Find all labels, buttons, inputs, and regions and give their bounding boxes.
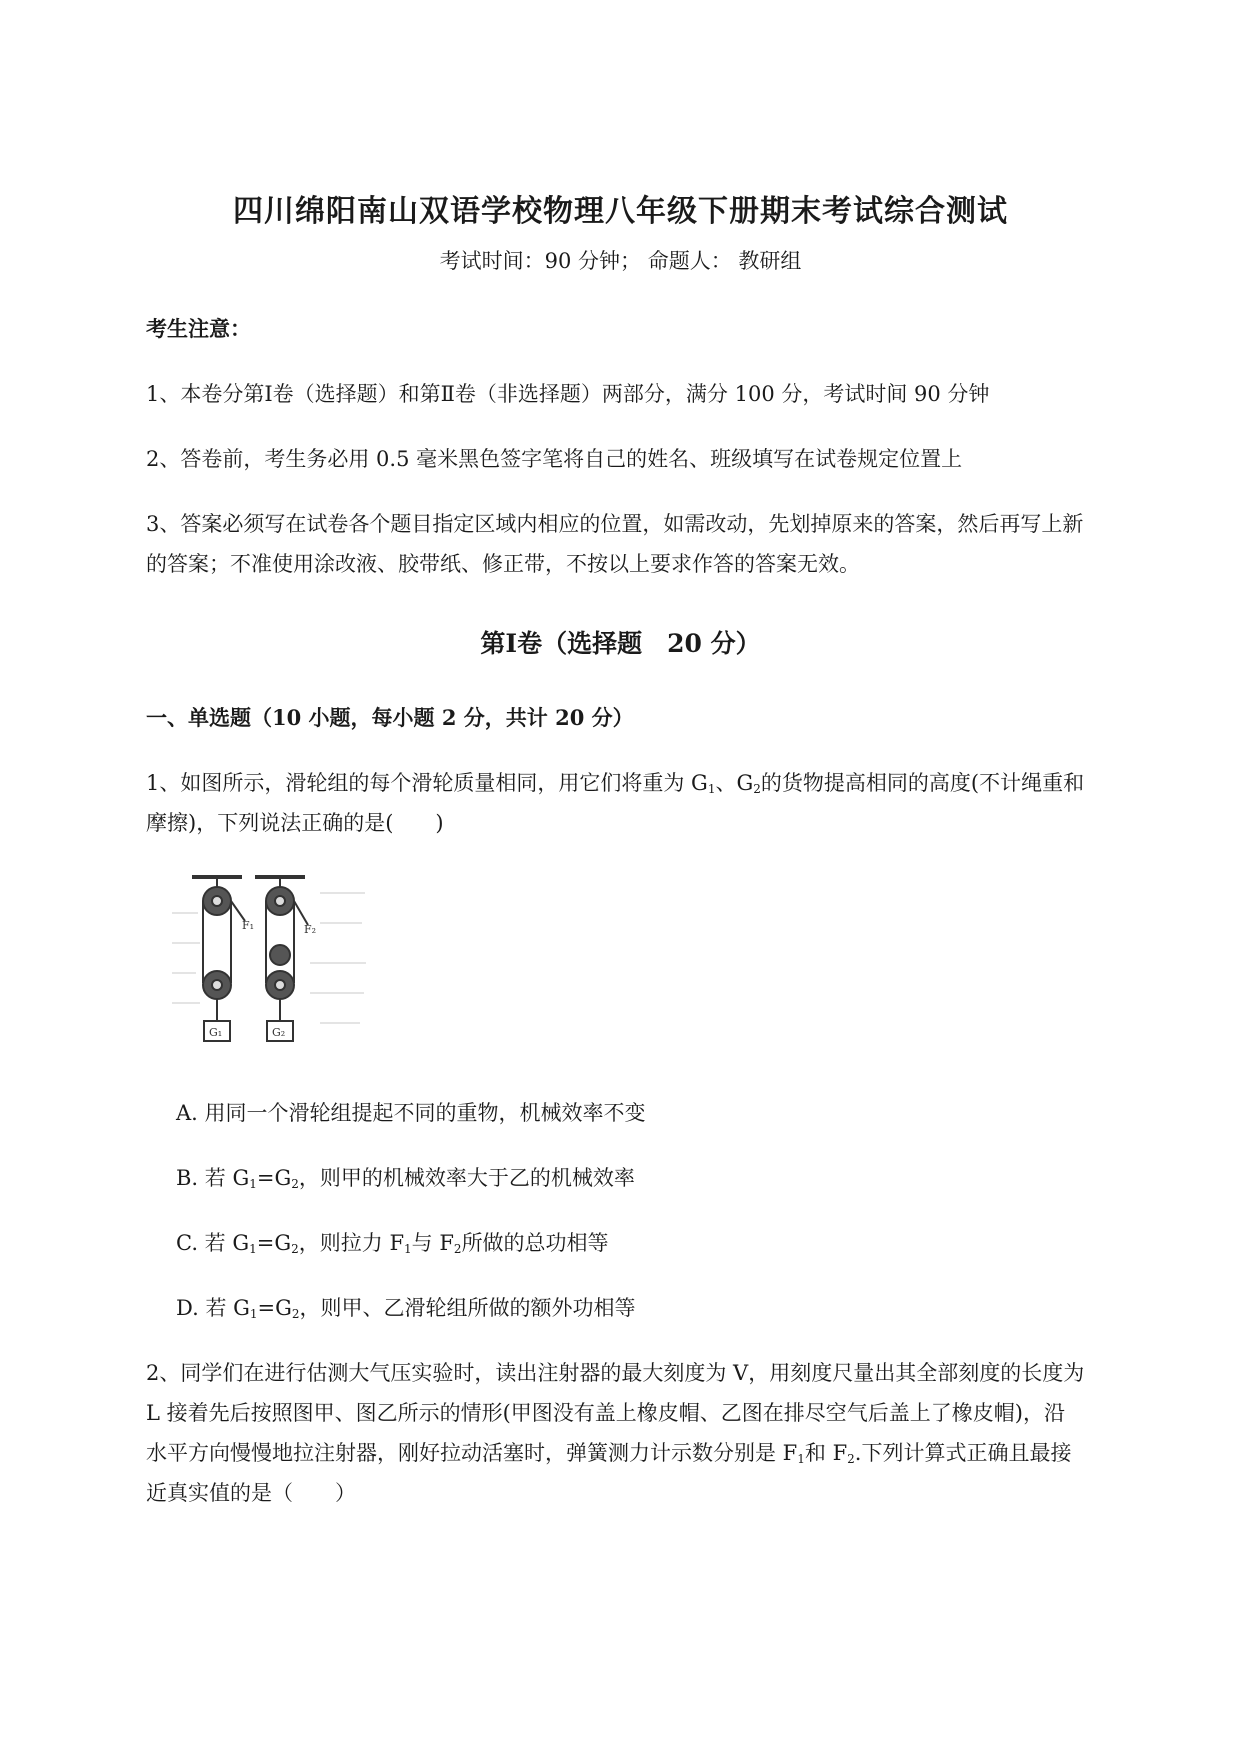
question-1-stem: 1、如图所示，滑轮组的每个滑轮质量相同，用它们将重为 $G_1$、$G_2$的货物提高相同的高度(不计绳重和 [146,771,1085,796]
exam-subtitle: 考试时间：90 分钟； 命题人： 教研组 [439,249,802,273]
figure-label-F1: F₁ [242,919,255,932]
question-1-option-c: C. 若 $G_1=G_2$，则拉力 $F_1$与 $F_2$所做的总功相等 [176,1231,609,1256]
notice-item-2: 2、答卷前，考生务必用 0.5 毫米黑色签字笔将自己的姓名、班级填写在试卷规定位置上 [146,447,963,471]
question-2-line-1: 2、同学们在进行估测大气压实验时，读出注射器的最大刻度为 V，用刻度尺量出其全部刻度的长度为 [146,1361,1085,1385]
figure-label-G2: G₂ [272,1026,286,1039]
notice-item-1: 1、本卷分第Ⅰ卷（选择题）和第Ⅱ卷（非选择题）两部分，满分 100 分，考试时间 90 分钟 [146,382,990,406]
notice-item-3-cont: 的答案；不准使用涂改液、胶带纸、修正带，不按以上要求作答的答案无效。 [146,552,860,576]
part-heading: 一、单选题（10 小题，每小题 2 分，共计 20 分） [146,705,634,730]
notice-item-3: 3、答案必须写在试卷各个题目指定区域内相应的位置，如需改动，先划掉原来的答案，然后再写上新 [146,512,1084,536]
figure-label-G1: G₁ [209,1026,223,1039]
question-1-option-b: B. 若 $G_1=G_2$，则甲的机械效率大于乙的机械效率 [176,1166,635,1191]
section-title: 第Ⅰ卷（选择题 20 分） [480,629,761,658]
notice-heading: 考生注意： [146,316,251,341]
question-1-option-a: A. 用同一个滑轮组提起不同的重物，机械效率不变 [176,1101,646,1125]
question-1-stem-cont: 摩擦)，下列说法正确的是( ) [146,811,444,835]
question-2-line-4: 近真实值的是（ ） [146,1481,356,1505]
question-2-line-2: L 接着先后按照图甲、图乙所示的情形(甲图没有盖上橡皮帽、乙图在排尽空气后盖上了橡皮帽)，沿 [146,1401,1066,1425]
question-2-line-3: 水平方向慢慢地拉注射器，刚好拉动活塞时，弹簧测力计示数分别是 $F_1$和 $F_2$.下列计算式正确且最接 [146,1441,1072,1466]
pulley-figure [170,873,370,1049]
figure-label-F2: F₂ [304,923,317,936]
question-1-option-d: D. 若 $G_1=G_2$，则甲、乙滑轮组所做的额外功相等 [176,1296,636,1321]
exam-title: 四川绵阳南山双语学校物理八年级下册期末考试综合测试 [233,194,1008,229]
